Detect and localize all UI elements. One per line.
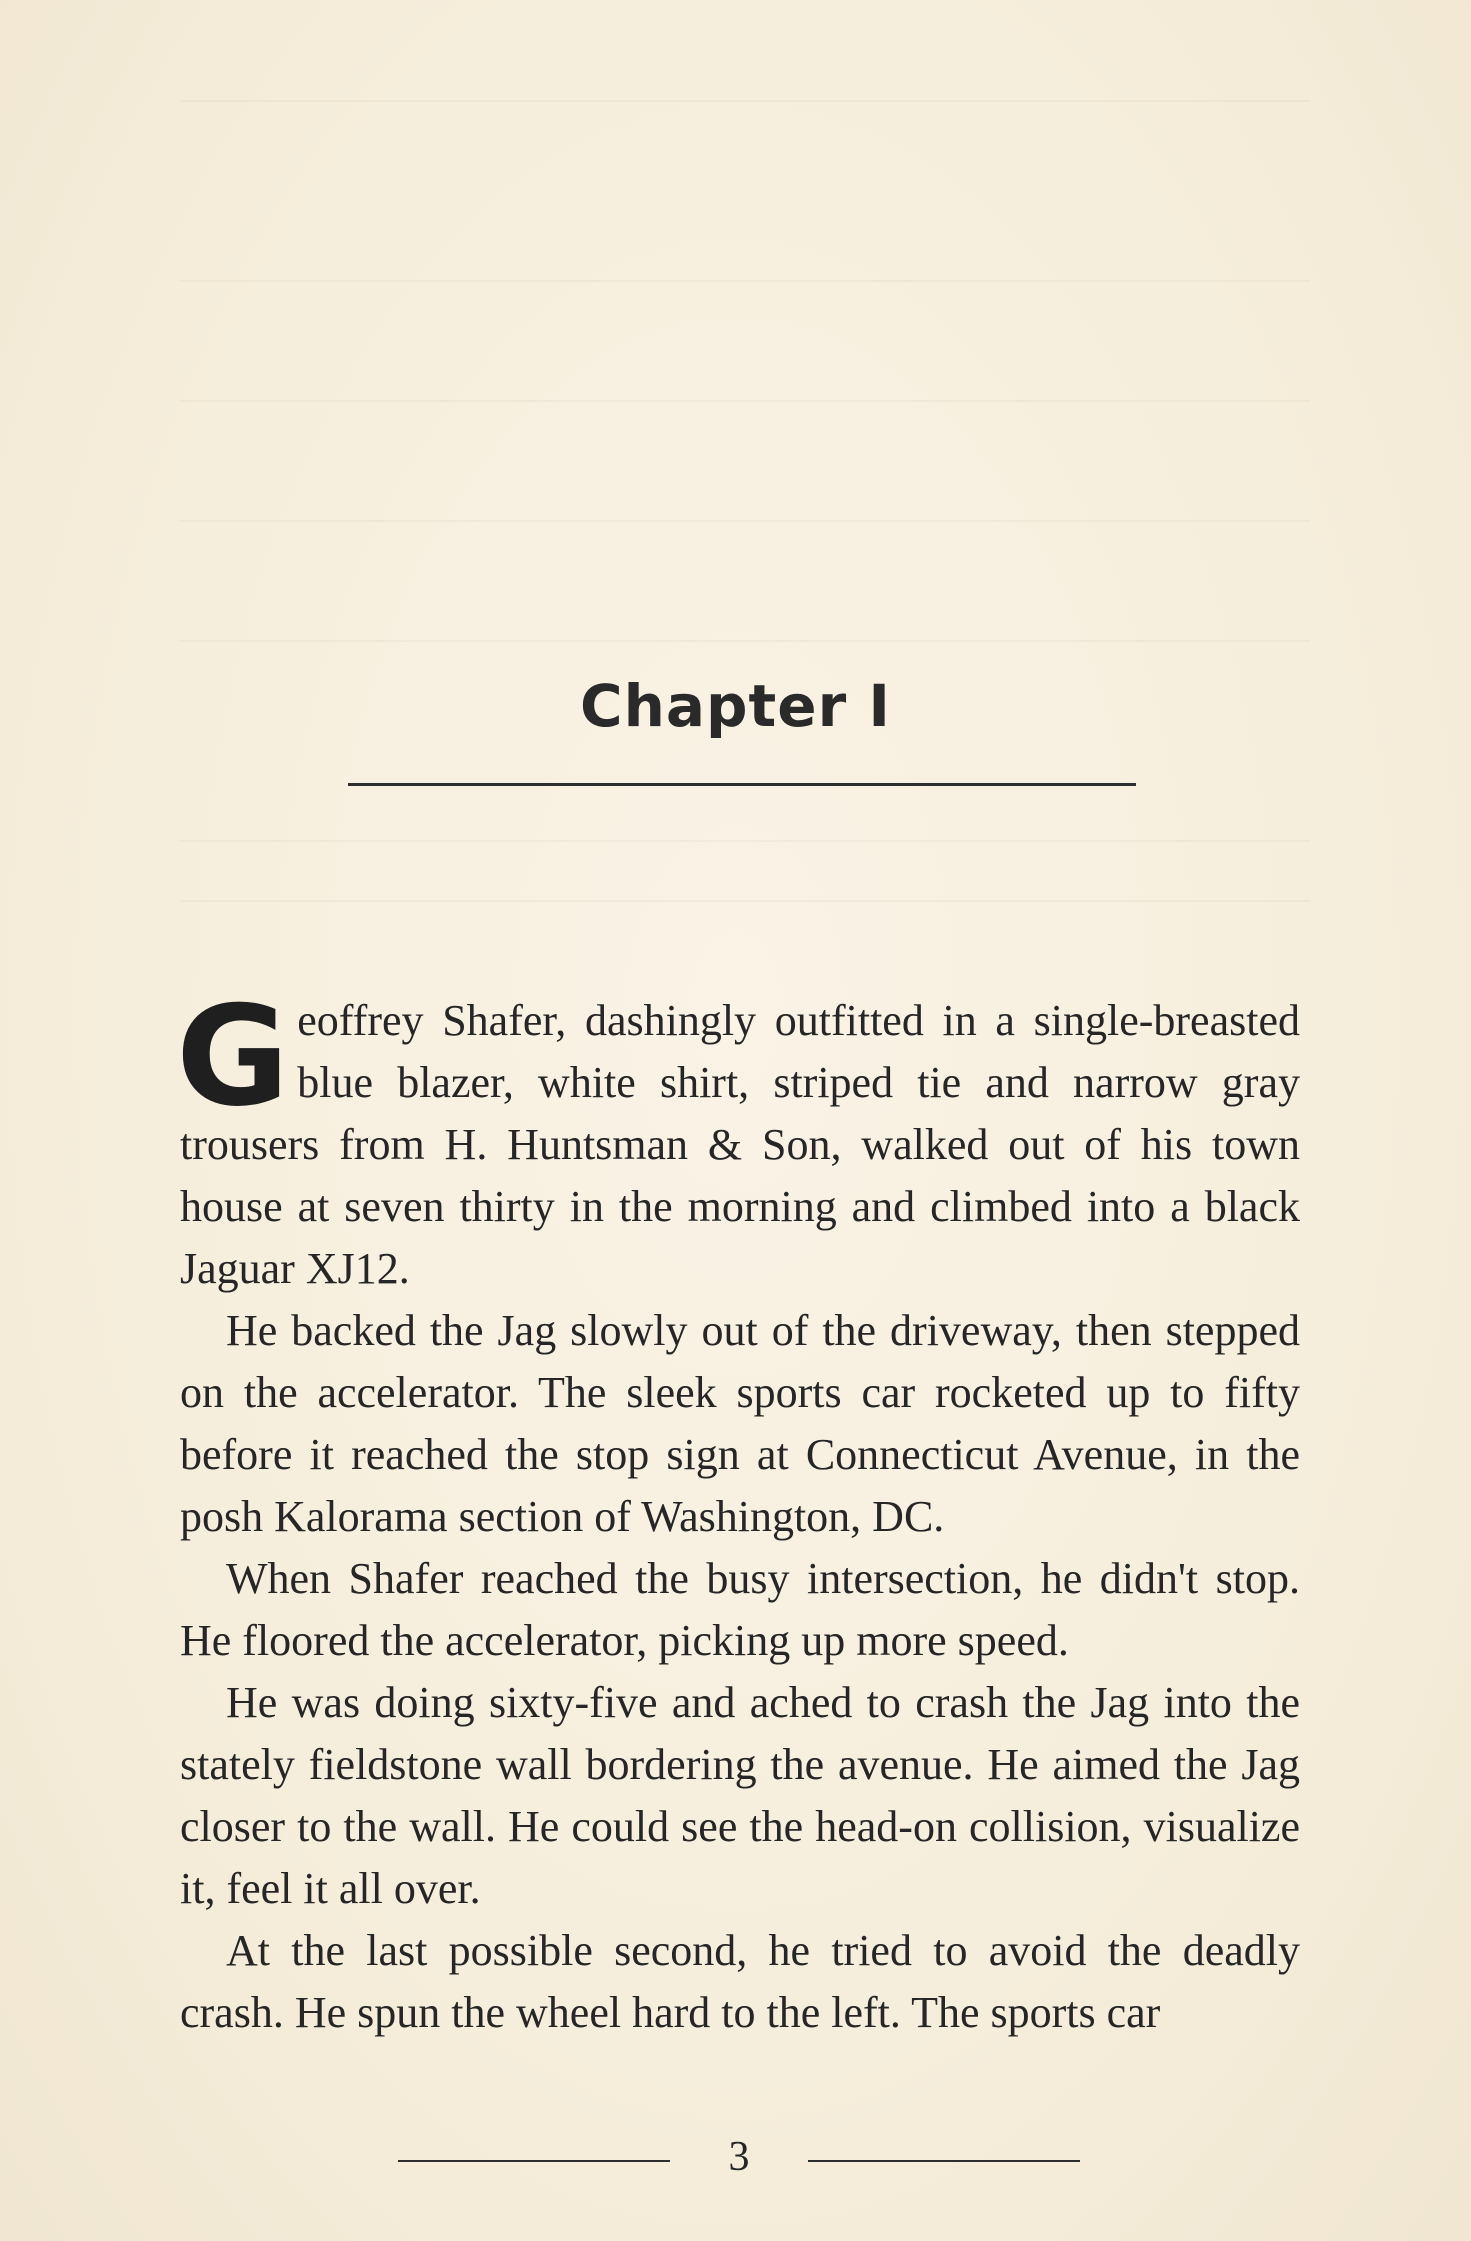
paragraph-5: At the last possible second, he tried to avoid the deadly crash. He spun the wheel hard to the left. The sports car (180, 1926, 1300, 2037)
bleed-through-line (180, 100, 1310, 102)
paragraph-1-text: eoffrey Shafer, dashingly outfitted in a single-breasted blue blazer, white shirt, striped tie and narrow gray trousers from H. Huntsman & Son, walked out of his town house at seven thirty in the morning and climbed into a black Jaguar XJ12. (180, 996, 1300, 1293)
drop-cap: G (176, 976, 290, 1137)
chapter-title-rule (348, 783, 1136, 786)
bleed-through-line (180, 280, 1310, 282)
page-footer (0, 2132, 1471, 2182)
page-number: 3 (728, 2134, 750, 2180)
footer-rule-left (398, 2160, 670, 2162)
body-text (176, 976, 1300, 2044)
paragraph-4: He was doing sixty-five and ached to crash the Jag into the stately fieldstone wall bordering the avenue. He aimed the Jag closer to the wall. He could see the head-on collision, visualize it, feel it all over. (180, 1678, 1300, 1913)
bleed-through-line (180, 840, 1310, 842)
paragraph-3: When Shafer reached the busy intersection, he didn't stop. He floored the accelerator, picking up more speed. (180, 1554, 1300, 1665)
chapter-title: Chapter I (580, 672, 891, 740)
paragraph-1 (176, 976, 1300, 1300)
bleed-through-line (180, 520, 1310, 522)
paragraph-2: He backed the Jag slowly out of the driveway, then stepped on the accelerator. The sleek sports car rocketed up to fifty before it reached the stop sign at Connecticut Avenue, in the posh Kalorama section of Washington, DC. (180, 1306, 1300, 1541)
bleed-through-line (180, 640, 1310, 642)
bleed-through-line (180, 400, 1310, 402)
footer-rule-right (808, 2160, 1080, 2162)
bleed-through-line (180, 900, 1310, 902)
